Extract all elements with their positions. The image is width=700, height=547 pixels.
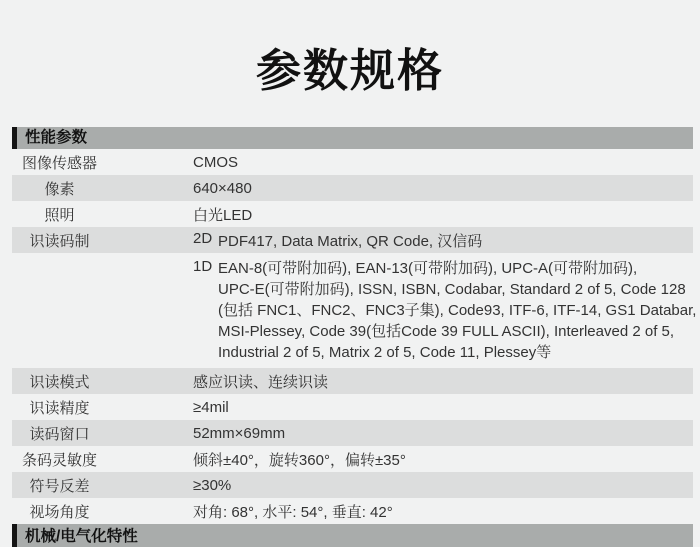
spec-label: 条码灵敏度 — [21, 451, 97, 469]
spec-value: 倾斜±40°，旋转360°，偏转±35° — [193, 451, 406, 469]
spec-value: 640×480 — [193, 179, 252, 197]
spec-row-illumination — [12, 201, 693, 227]
code-line: UPC-E(可带附加码), ISSN, ISBN, Codabar, Standard 2 of 5, Code 128 — [218, 281, 686, 298]
spec-row-read-mode — [12, 368, 693, 394]
spec-label: 识读模式 — [29, 373, 90, 391]
code-line: EAN-8(可带附加码), EAN-13(可带附加码), UPC-A(可带附加码), — [218, 260, 638, 277]
code-list-2d: PDF417, Data Matrix, QR Code, 汉信码 — [218, 232, 483, 250]
page-title: 参数规格 — [255, 45, 444, 96]
spec-label: 图像传感器 — [21, 154, 97, 172]
spec-value-2d — [193, 230, 482, 251]
spec-label: 读码窗口 — [29, 425, 90, 443]
code-line: Industrial 2 of 5, Matrix 2 of 5, Code 11, Plessey等 — [218, 344, 552, 361]
spec-row-symbol-contrast — [12, 472, 693, 498]
spec-row-symbologies-2d — [12, 227, 693, 253]
spec-row-pixels — [12, 175, 693, 201]
spec-label: 符号反差 — [29, 477, 90, 495]
spec-label: 照明 — [44, 206, 75, 224]
spec-row-precision — [12, 394, 693, 420]
spec-label: 识读码制 — [29, 232, 90, 250]
code-list-1d — [218, 253, 696, 368]
code-prefix-2d: 2D — [193, 229, 213, 247]
spec-label: 视场角度 — [29, 503, 90, 521]
spec-value: ≥30% — [193, 476, 232, 494]
spec-row-read-window — [12, 420, 693, 446]
spec-label: 识读精度 — [29, 399, 90, 417]
code-line: MSI-Plessey, Code 39(包括Code 39 FULL ASCII), Interleaved 2 of 5, — [218, 323, 675, 340]
spec-value: 感应识读、连续识读 — [193, 373, 329, 391]
spec-value: CMOS — [193, 153, 238, 171]
spec-value: 52mm×69mm — [193, 424, 286, 442]
code-line: (包括 FNC1、FNC2、FNC3子集), Code93, ITF-6, ITF-14, GS1 Databar, — [218, 302, 697, 319]
code-prefix-1d: 1D — [193, 258, 213, 275]
spec-value: 对角: 68°, 水平: 54°, 垂直: 42° — [193, 503, 393, 521]
spec-value: 白光LED — [193, 206, 253, 224]
spec-row-image-sensor — [12, 149, 693, 175]
spec-label: 像素 — [44, 180, 75, 198]
spec-value-1d — [193, 253, 696, 368]
spec-value: ≥4mil — [193, 398, 229, 416]
spec-row-symbologies-1d — [12, 253, 697, 368]
spec-row-field-of-view — [12, 498, 693, 524]
section-header-performance: 性能参数 — [12, 127, 693, 149]
spec-row-sensitivity — [12, 446, 693, 472]
section-header-mechanical: 机械/电气化特性 — [12, 524, 693, 547]
spec-table — [12, 127, 697, 547]
